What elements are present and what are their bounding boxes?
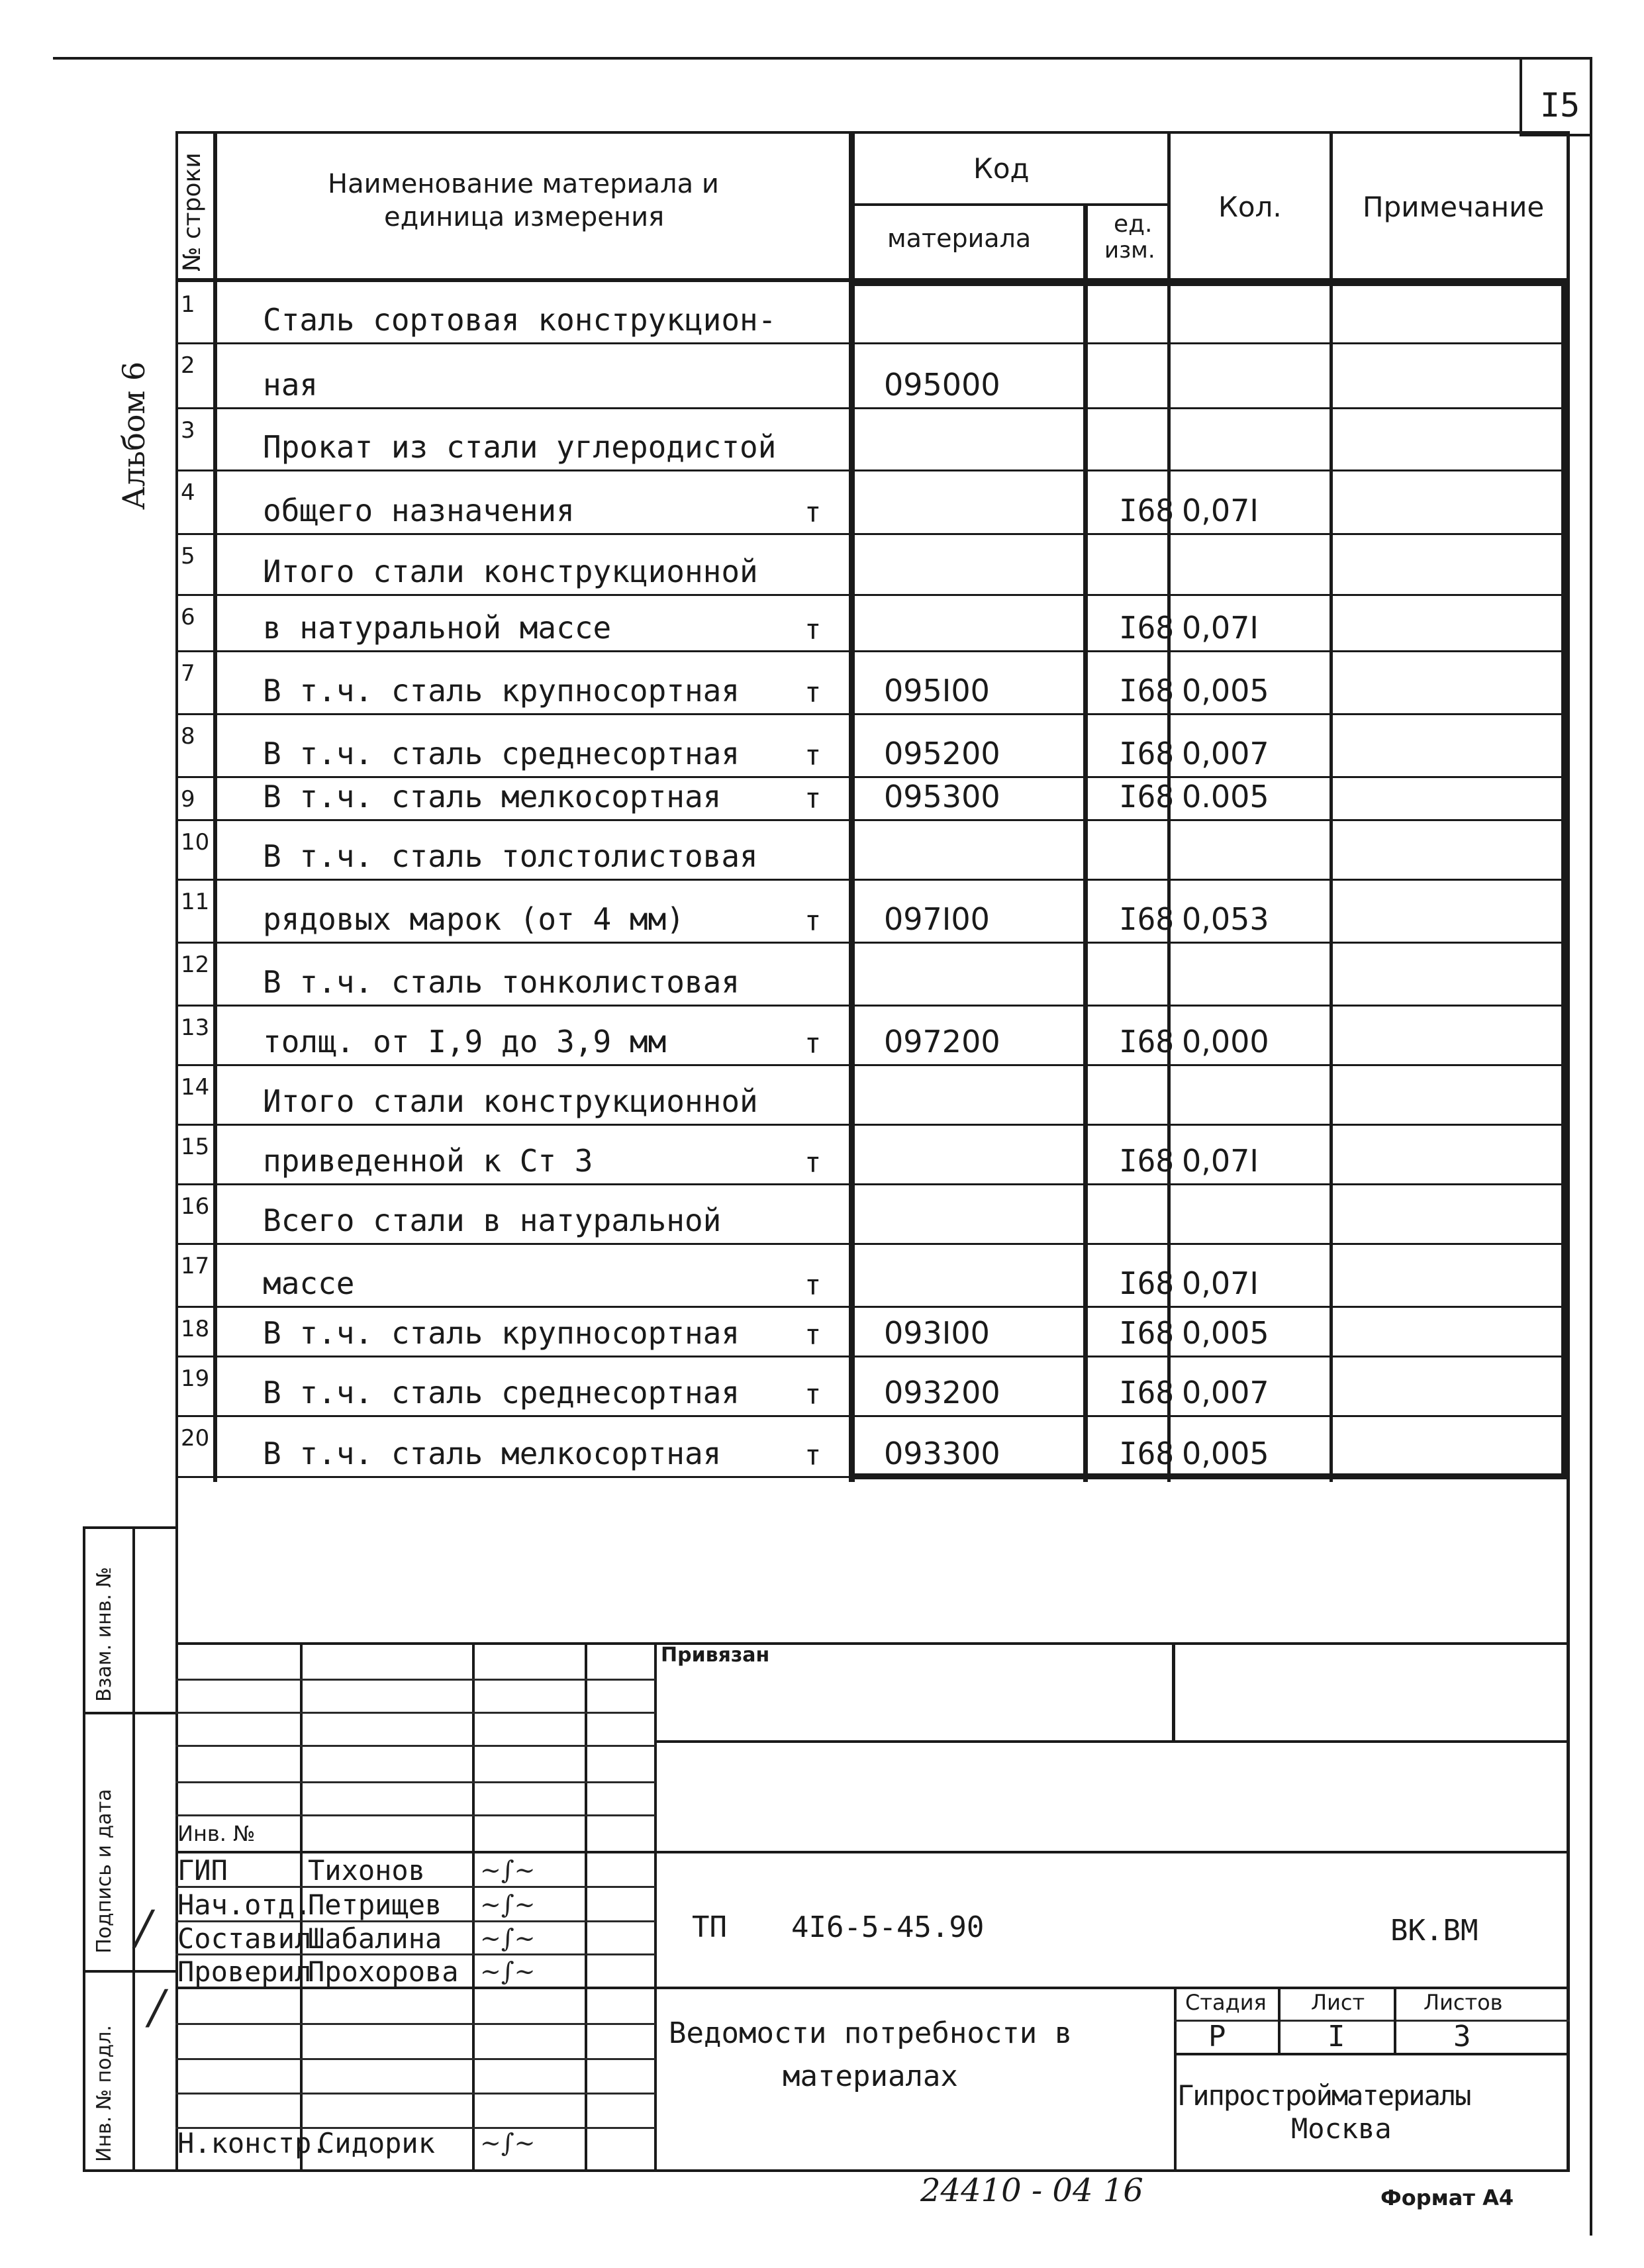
material-name: В т.ч. сталь тонколистовая [263, 964, 740, 1000]
material-code: 095200 [884, 736, 1000, 771]
table-row [175, 596, 1569, 652]
header-material: материала [887, 224, 1032, 253]
format-label: Формат А4 [1380, 2185, 1514, 2210]
side-sep-1 [83, 1712, 177, 1714]
header-name-line2: единица измерения [384, 202, 665, 232]
signature-scribble: ~∫~ [480, 1957, 536, 1986]
quantity: 0,000 [1182, 1024, 1269, 1060]
unit-code: I68 [1119, 1436, 1175, 1471]
row-number: 13 [181, 1014, 210, 1041]
material-name: ная [263, 367, 318, 403]
material-name: толщ. от I,9 до 3,9 мм [263, 1024, 667, 1060]
page-number: I5 [1540, 86, 1580, 124]
material-name: Всего стали в натуральной [263, 1203, 722, 1238]
quantity: 0,07I [1182, 610, 1259, 646]
top-rule [53, 57, 1592, 60]
unit-code: I68 [1119, 1375, 1175, 1410]
signatory-name: Прохорова [308, 1955, 459, 1988]
title-org-divider [1174, 1987, 1177, 2172]
material-name: В т.ч. сталь мелкосортная [263, 779, 722, 814]
sheet-label: Лист [1311, 1990, 1365, 2015]
material-name: Прокат из стали углеродистой [263, 429, 777, 465]
material-name: Сталь сортовая конструкцион- [263, 302, 777, 338]
unit-code: I68 [1119, 1315, 1175, 1351]
signature-scribble: ~∫~ [480, 2128, 536, 2157]
table-row [175, 881, 1569, 944]
material-code: 097200 [884, 1024, 1000, 1060]
stamp-row-4 [175, 1781, 655, 1783]
table-row [175, 283, 1569, 344]
row-unit: т [804, 905, 822, 937]
stamp-row-6 [175, 1851, 1569, 1853]
quantity: 0,005 [1182, 1315, 1269, 1351]
doc-code: 4I6-5-45.90 [791, 1910, 985, 1944]
org-name: Гипростройматериалы [1177, 2079, 1471, 2112]
stamp-row-5 [175, 1814, 655, 1816]
stage-head-line [1174, 2020, 1570, 2022]
header-qty: Кол. [1218, 191, 1282, 223]
side-mark-1: / [136, 1900, 152, 1955]
material-name: В т.ч. сталь толстолистовая [263, 838, 758, 874]
signatory-role: Проверил [177, 1955, 312, 1988]
table-row [175, 1185, 1569, 1245]
material-name: Итого стали конструкционной [263, 1083, 758, 1119]
signatory-role: Нач.отд. [177, 1889, 312, 1921]
material-name: В т.ч. сталь крупносортная [263, 673, 740, 709]
unit-code: I68 [1119, 493, 1175, 528]
side-label-vzam: Взам. инв. № [93, 1567, 116, 1702]
stamp-row-3 [175, 1745, 655, 1747]
unit-code: I68 [1119, 1143, 1175, 1179]
material-name: Итого стали конструкционной [263, 554, 758, 589]
unit-code: I68 [1119, 1265, 1175, 1301]
side-label-podpis: Подпись и дата [93, 1789, 116, 1953]
material-name: В т.ч. сталь мелкосортная [263, 1436, 722, 1471]
sheet-value: I [1328, 2020, 1345, 2053]
row-number: 9 [181, 786, 195, 813]
table-row [175, 778, 1569, 821]
doc-title-line1: Ведомости потребности в [669, 2016, 1073, 2050]
row-number: 3 [181, 417, 195, 444]
right-frame [1590, 57, 1592, 2236]
side-strip-mid [132, 1526, 135, 2172]
signatory-role: Составил [177, 1922, 312, 1955]
code-subheader-line [851, 203, 1169, 206]
row-unit: т [804, 1318, 822, 1351]
header-unit-line1: ед. [1114, 211, 1153, 238]
table-row [175, 1066, 1569, 1126]
material-code: 093200 [884, 1375, 1000, 1410]
table-row [175, 535, 1569, 596]
material-name: массе [263, 1265, 355, 1301]
row-number: 7 [181, 660, 195, 687]
row-unit: т [804, 1439, 822, 1471]
archive-number: 24410 - 04 16 [920, 2172, 1143, 2209]
table-row [175, 944, 1569, 1007]
row-unit: т [804, 782, 822, 814]
stamp-row-11 [175, 2023, 655, 2025]
header-unit-line2: изм. [1104, 237, 1155, 264]
side-sep-2 [83, 1970, 177, 1973]
inv-no-label: Инв. № [177, 1821, 256, 1846]
signatory-name: Шабалина [308, 1922, 442, 1955]
row-number: 6 [181, 604, 195, 630]
quantity: 0,005 [1182, 673, 1269, 709]
table-row [175, 821, 1569, 881]
table-frame-top [175, 131, 1569, 134]
row-divider [175, 1476, 1566, 1478]
row-number: 11 [181, 889, 210, 915]
sheets-value: 3 [1453, 2020, 1471, 2053]
side-strip-left [83, 1526, 85, 2172]
table-row [175, 471, 1569, 535]
row-number: 14 [181, 1074, 210, 1101]
header-code: Код [973, 152, 1030, 185]
signature-scribble: ~∫~ [480, 1855, 536, 1885]
table-row [175, 1308, 1569, 1357]
doc-mark: ВК.ВМ [1390, 1914, 1478, 1948]
row-unit: т [804, 676, 822, 709]
stamp-row-1 [175, 1679, 655, 1681]
material-name: общего назначения [263, 493, 575, 528]
unit-code: I68 [1119, 673, 1175, 709]
stamp-row-12 [175, 2058, 655, 2060]
quantity: 0,053 [1182, 901, 1269, 937]
table-row [175, 652, 1569, 715]
material-code: 093I00 [884, 1315, 990, 1351]
material-code: 093300 [884, 1436, 1000, 1471]
doc-title-line2: материалах [783, 2059, 958, 2093]
unit-code: I68 [1119, 736, 1175, 771]
unit-code: I68 [1119, 610, 1175, 646]
stamp-top [175, 1642, 1569, 1645]
material-name: В т.ч. сталь крупносортная [263, 1315, 740, 1351]
row-number: 10 [181, 829, 210, 856]
row-number: 19 [181, 1365, 210, 1392]
row-unit: т [804, 1269, 822, 1301]
signature-scribble: ~∫~ [480, 1890, 536, 1919]
row-unit: т [804, 1146, 822, 1179]
quantity: 0,007 [1182, 736, 1269, 771]
stamp-row-13 [175, 2093, 655, 2095]
header-name-line1: Наименование материала и [328, 169, 719, 199]
page-number-box-bottom [1520, 134, 1592, 136]
quantity: 0.005 [1182, 779, 1269, 814]
signature-scribble: ~∫~ [480, 1924, 536, 1953]
material-code: 097I00 [884, 901, 990, 937]
table-row [175, 1245, 1569, 1308]
row-unit: т [804, 496, 822, 528]
row-unit: т [804, 1027, 822, 1060]
quantity: 0,07I [1182, 1265, 1259, 1301]
material-name: в натуральной массе [263, 610, 612, 646]
row-number: 20 [181, 1425, 210, 1452]
row-number: 17 [181, 1253, 210, 1279]
quantity: 0,07I [1182, 493, 1259, 528]
row-unit: т [804, 613, 822, 646]
row-number: 12 [181, 952, 210, 978]
row-number: 4 [181, 479, 195, 506]
stage-value: Р [1208, 2020, 1226, 2053]
stage-col-1 [1278, 1987, 1281, 2054]
stage-label: Стадия [1185, 1990, 1267, 2015]
material-code: 095000 [884, 367, 1000, 403]
table-row [175, 1126, 1569, 1185]
quantity: 0,005 [1182, 1436, 1269, 1471]
row-unit: т [804, 1378, 822, 1410]
table-row [175, 1357, 1569, 1417]
side-mark-2: / [149, 1980, 165, 2034]
header-note: Примечание [1363, 191, 1545, 223]
stage-bottom-line [1174, 2053, 1570, 2055]
quantity: 0,07I [1182, 1143, 1259, 1179]
header-row-no: № строки [179, 152, 206, 271]
side-strip-top [83, 1526, 177, 1529]
quantity: 0,007 [1182, 1375, 1269, 1410]
privyazan-bottom [655, 1740, 1569, 1743]
signatory-role: ГИП [177, 1854, 228, 1887]
material-name: В т.ч. сталь среднесортная [263, 736, 740, 771]
material-name: приведенной к Ст 3 [263, 1143, 593, 1179]
row-number: 18 [181, 1316, 210, 1342]
org-city: Москва [1291, 2112, 1392, 2145]
page-number-box-left [1520, 57, 1522, 136]
unit-code: I68 [1119, 901, 1175, 937]
signatory-role: Н.констр. [177, 2127, 328, 2159]
signatory-name: Тихонов [308, 1854, 426, 1887]
table-row [175, 715, 1569, 778]
signatory-name: Сидорик [318, 2127, 436, 2159]
privyazan-divider [1172, 1642, 1175, 1742]
row-number: 1 [181, 291, 195, 318]
row-number: 2 [181, 352, 195, 379]
material-code: 095I00 [884, 673, 990, 709]
row-number: 15 [181, 1134, 210, 1160]
row-number: 8 [181, 723, 195, 750]
stamp-row-2 [175, 1712, 655, 1714]
table-row [175, 1417, 1569, 1478]
side-label-inv-podl: Инв. № подл. [93, 2025, 116, 2162]
material-code: 095300 [884, 779, 1000, 814]
unit-code: I68 [1119, 779, 1175, 814]
row-unit: т [804, 739, 822, 771]
table-row [175, 344, 1569, 409]
privyazan-label: Привязан [661, 1644, 770, 1667]
unit-code: I68 [1119, 1024, 1175, 1060]
album-label: Альбом 6 [116, 361, 152, 510]
tp-label: ТП [692, 1910, 727, 1944]
signatory-name: Петрищев [308, 1889, 442, 1921]
table-row [175, 1007, 1569, 1066]
table-row [175, 409, 1569, 471]
material-name: рядовых марок (от 4 мм) [263, 901, 685, 937]
stage-col-2 [1394, 1987, 1396, 2054]
bottom-frame [83, 2169, 1570, 2172]
material-name: В т.ч. сталь среднесортная [263, 1375, 740, 1410]
row-number: 16 [181, 1193, 210, 1220]
sheets-label: Листов [1424, 1990, 1503, 2015]
row-number: 5 [181, 543, 195, 569]
